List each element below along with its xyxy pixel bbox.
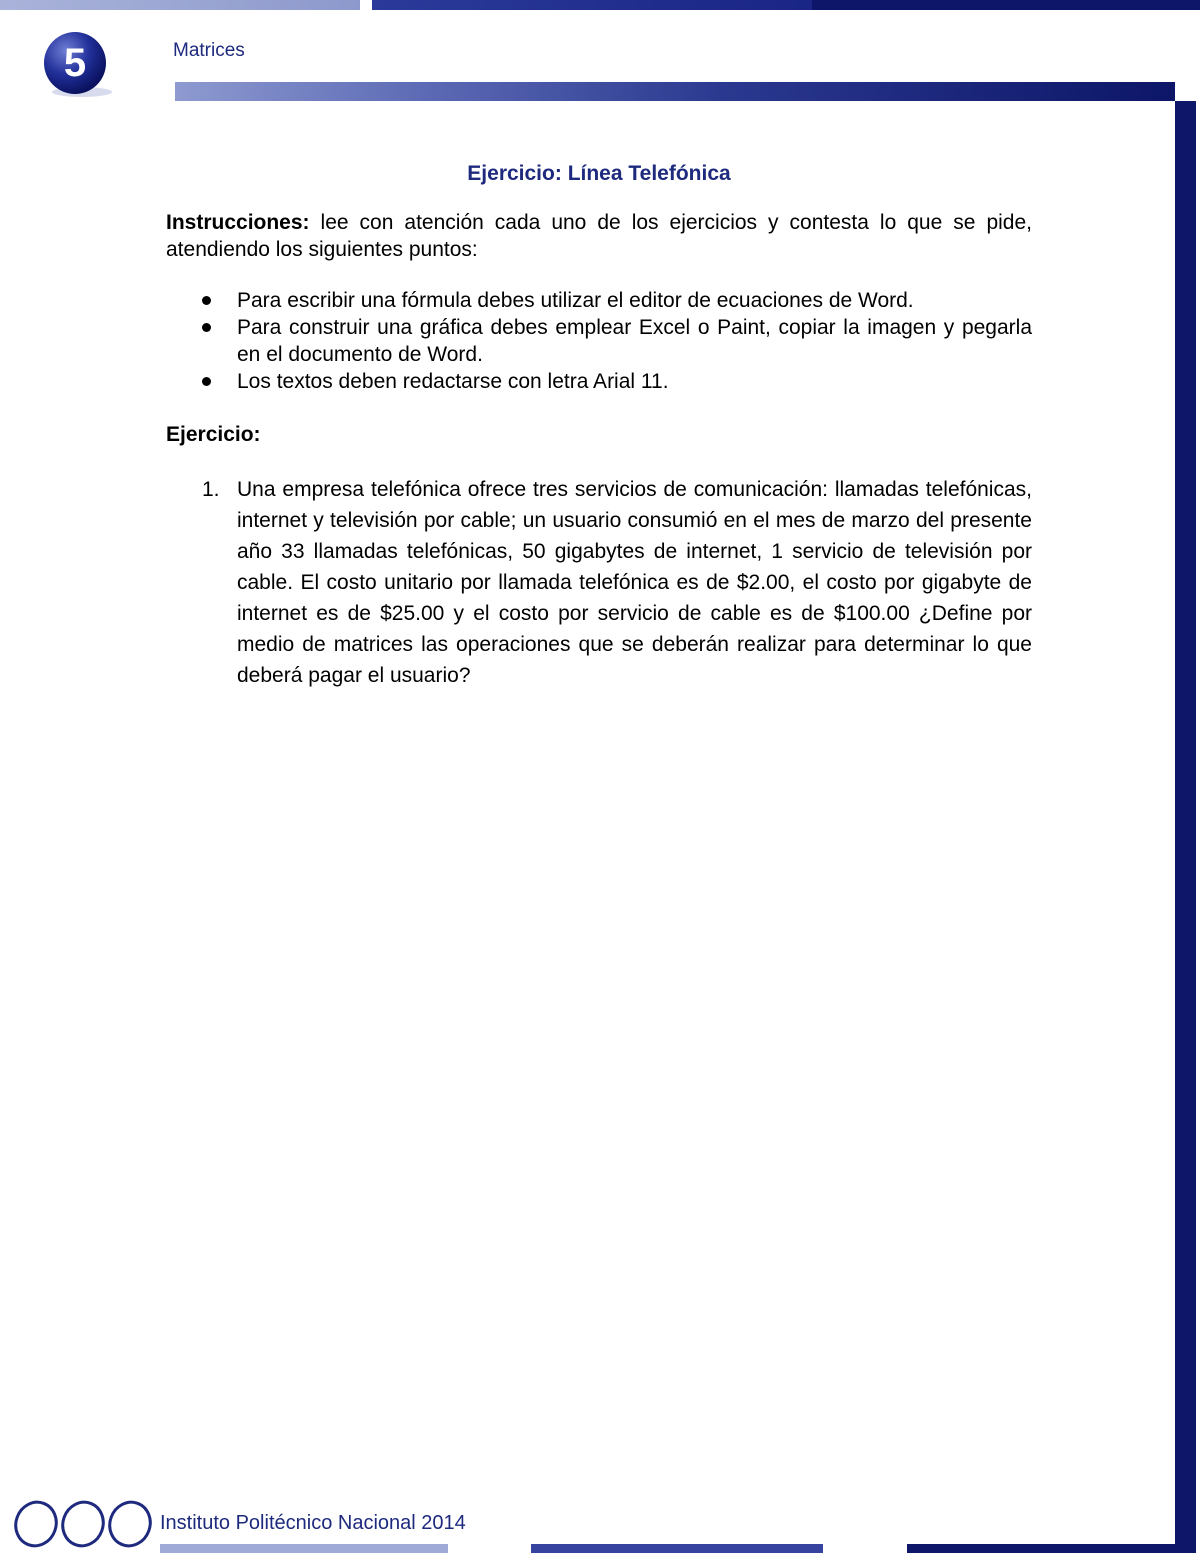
bullet-icon	[202, 377, 211, 386]
exercise-section-title: Ejercicio:	[166, 423, 261, 446]
document-body	[166, 160, 1032, 691]
bullet-item: Los textos deben redactarse con letra Arial 11.	[166, 368, 1032, 395]
right-border-rule	[1175, 101, 1196, 1553]
instructions-label: Instrucciones:	[166, 211, 310, 234]
chapter-number: 5	[63, 41, 87, 85]
title-main: Línea Telefónica	[567, 162, 731, 185]
document-title	[166, 160, 1032, 187]
chapter-title: Matrices	[173, 40, 245, 61]
bullet-item: Para construir una gráfica debes emplear Excel o Paint, copiar la imagen y pegarla en el documento de Word.	[166, 314, 1032, 368]
exercise-text: Una empresa telefónica ofrece tres servicios de comunicación: llamadas telefónicas, internet y televisión por cable; un usuario consumió en el mes de marzo del presente año 33 llamadas telefónicas, 50 gigabytes de internet, 1 servicio de televisión por cable. El costo unitario por llamada telefónica es de $2.00, el costo por gigabyte de internet es de $25.00 y el costo por servicio de cable es de $100.00 ¿Define por medio de matrices las operaciones que se deberán realizar para determinar lo que deberá pagar el usuario?	[237, 478, 1032, 687]
exercise-number: 1.	[202, 478, 220, 501]
top-decorative-bar	[0, 0, 1200, 10]
footer-institution: Instituto Politécnico Nacional 2014	[160, 1512, 466, 1534]
bullet-icon	[202, 323, 211, 332]
footer-bar-light	[160, 1544, 448, 1553]
exercise-item	[166, 474, 1032, 691]
footer-bar-dark	[907, 1544, 1175, 1553]
bullet-icon	[202, 296, 211, 305]
footer-bar-mid	[531, 1544, 823, 1553]
instructions-text: lee con atención cada uno de los ejercicios y contesta lo que se pide, atendiendo los siguientes puntos:	[166, 211, 1032, 261]
institution-logo	[8, 1500, 158, 1550]
bullet-item: Para escribir una fórmula debes utilizar el editor de ecuaciones de Word.	[166, 287, 1032, 314]
instructions-paragraph	[166, 209, 1032, 263]
instructions-bullet-list	[166, 287, 1032, 395]
header-rule	[175, 82, 1175, 101]
chapter-number-badge	[42, 30, 112, 100]
title-prefix: Ejercicio:	[467, 162, 562, 185]
